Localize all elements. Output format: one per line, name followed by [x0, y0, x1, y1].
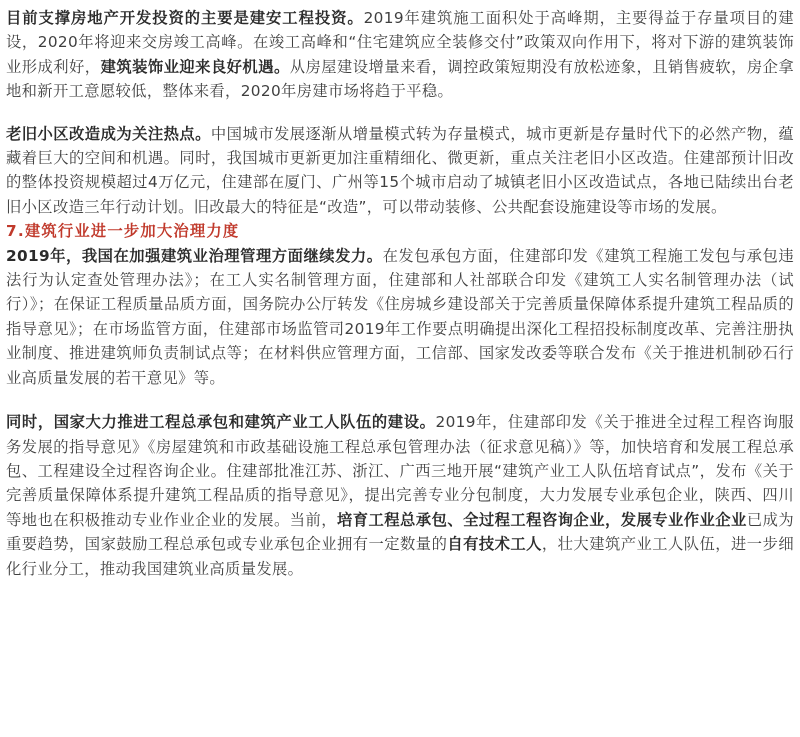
bold-lead: 同时，国家大力推进工程总承包和建筑产业工人队伍的建设。	[6, 413, 436, 432]
section-heading: 7.建筑行业进一步加大治理力度	[6, 222, 240, 241]
paragraph-text: 在发包承包方面，住建部印发《建筑工程施工发包与承包违法行为认定查处管理办法》；在工人实名制管理方面，住建部和人社部联合印发《建筑工人实名制管理办法（试行）》；在保证工程质量品质方面，国务院办公厅转发《住房城乡建设部关于完善质量保障体系提升建筑工程品质的指导意见》；在市场监管方面，住建部市场监管司2019年工作要点明确提出深化工程招投标制度改革、完善注册执业制度、推进建筑师负责制试点等；在材料供应管理方面，工信部、国家发改委等联合发布《关于推进机制砂石行业高质量发展的若干意见》等。	[6, 246, 794, 387]
paragraph-text: ，壮大建筑产业工人队伍，进一步细化行业分工，推动我国建筑业高质量发展。	[6, 535, 794, 578]
bold-lead: 目前支撑房地产开发投资的主要是建安工程投资。	[6, 9, 364, 27]
bold-highlight: 建筑装饰业迎来良好机遇。	[100, 57, 290, 76]
paragraph-text: 2019年建筑施工面积处于高峰期，主要得益于存量项目的建设，2020年将迎来交房竣工高峰。在竣工高峰和“住宅建筑应全装修交付”政策双向作用下，将对下游的建筑装饰业形成利好，	[6, 9, 795, 76]
bold-lead: 2019年，我国在加强建筑业治理管理方面继续发力。	[6, 246, 383, 265]
paragraph-old-community-renovation	[6, 122, 794, 220]
paragraph-governance	[6, 244, 794, 390]
paragraph-general-contracting	[6, 410, 794, 581]
paragraph-text: 2019年，住建部印发《关于推进全过程工程咨询服务发展的指导意见》《房屋建筑和市政基础设施工程总承包管理办法（征求意见稿）》等，加快培育和发展工程总承包、工程建设全过程咨询企业。住建部批准江苏、浙江、广西三地开展“建筑产业工人队伍培育试点”，发布《关于完善质量保障体系提升建筑工程品质的指导意见》，提出完善专业分包制度，大力发展专业承包企业，陕西、四川等地也在积极推动专业作业企业的发展。当前，	[6, 413, 794, 529]
paragraph-text: 中国城市发展逐渐从增量模式转为存量模式，城市更新是存量时代下的必然产物，蕴藏着巨大的空间和机遇。同时，我国城市更新更加注重精细化、微更新，重点关注老旧小区改造。住建部预计旧改的整体投资规模超过4万亿元，住建部在厦门、广州等15个城市启动了城镇老旧小区改造试点，各地已陆续出台老旧小区改造三年行动计划。旧改最大的特征是“改造”，可以带动装修、公共配套设施建设等市场的发展。	[6, 124, 795, 216]
paragraph-text: 从房屋建设增量来看，调控政策短期没有放松迹象，且销售疲软，房企拿地和新开工意愿较低，整体来看，2020年房建市场将趋于平稳。	[6, 57, 795, 101]
paragraph-construction-investment	[6, 6, 794, 104]
bold-highlight: 自有技术工人	[447, 535, 542, 554]
paragraph-text: 已成为重要趋势，国家鼓励工程总承包或专业承包企业拥有一定数量的	[6, 510, 794, 554]
bold-lead: 老旧小区改造成为关注热点。	[6, 124, 211, 143]
bold-highlight: 培育工程总承包、全过程工程咨询企业，发展专业作业企业	[337, 510, 747, 529]
